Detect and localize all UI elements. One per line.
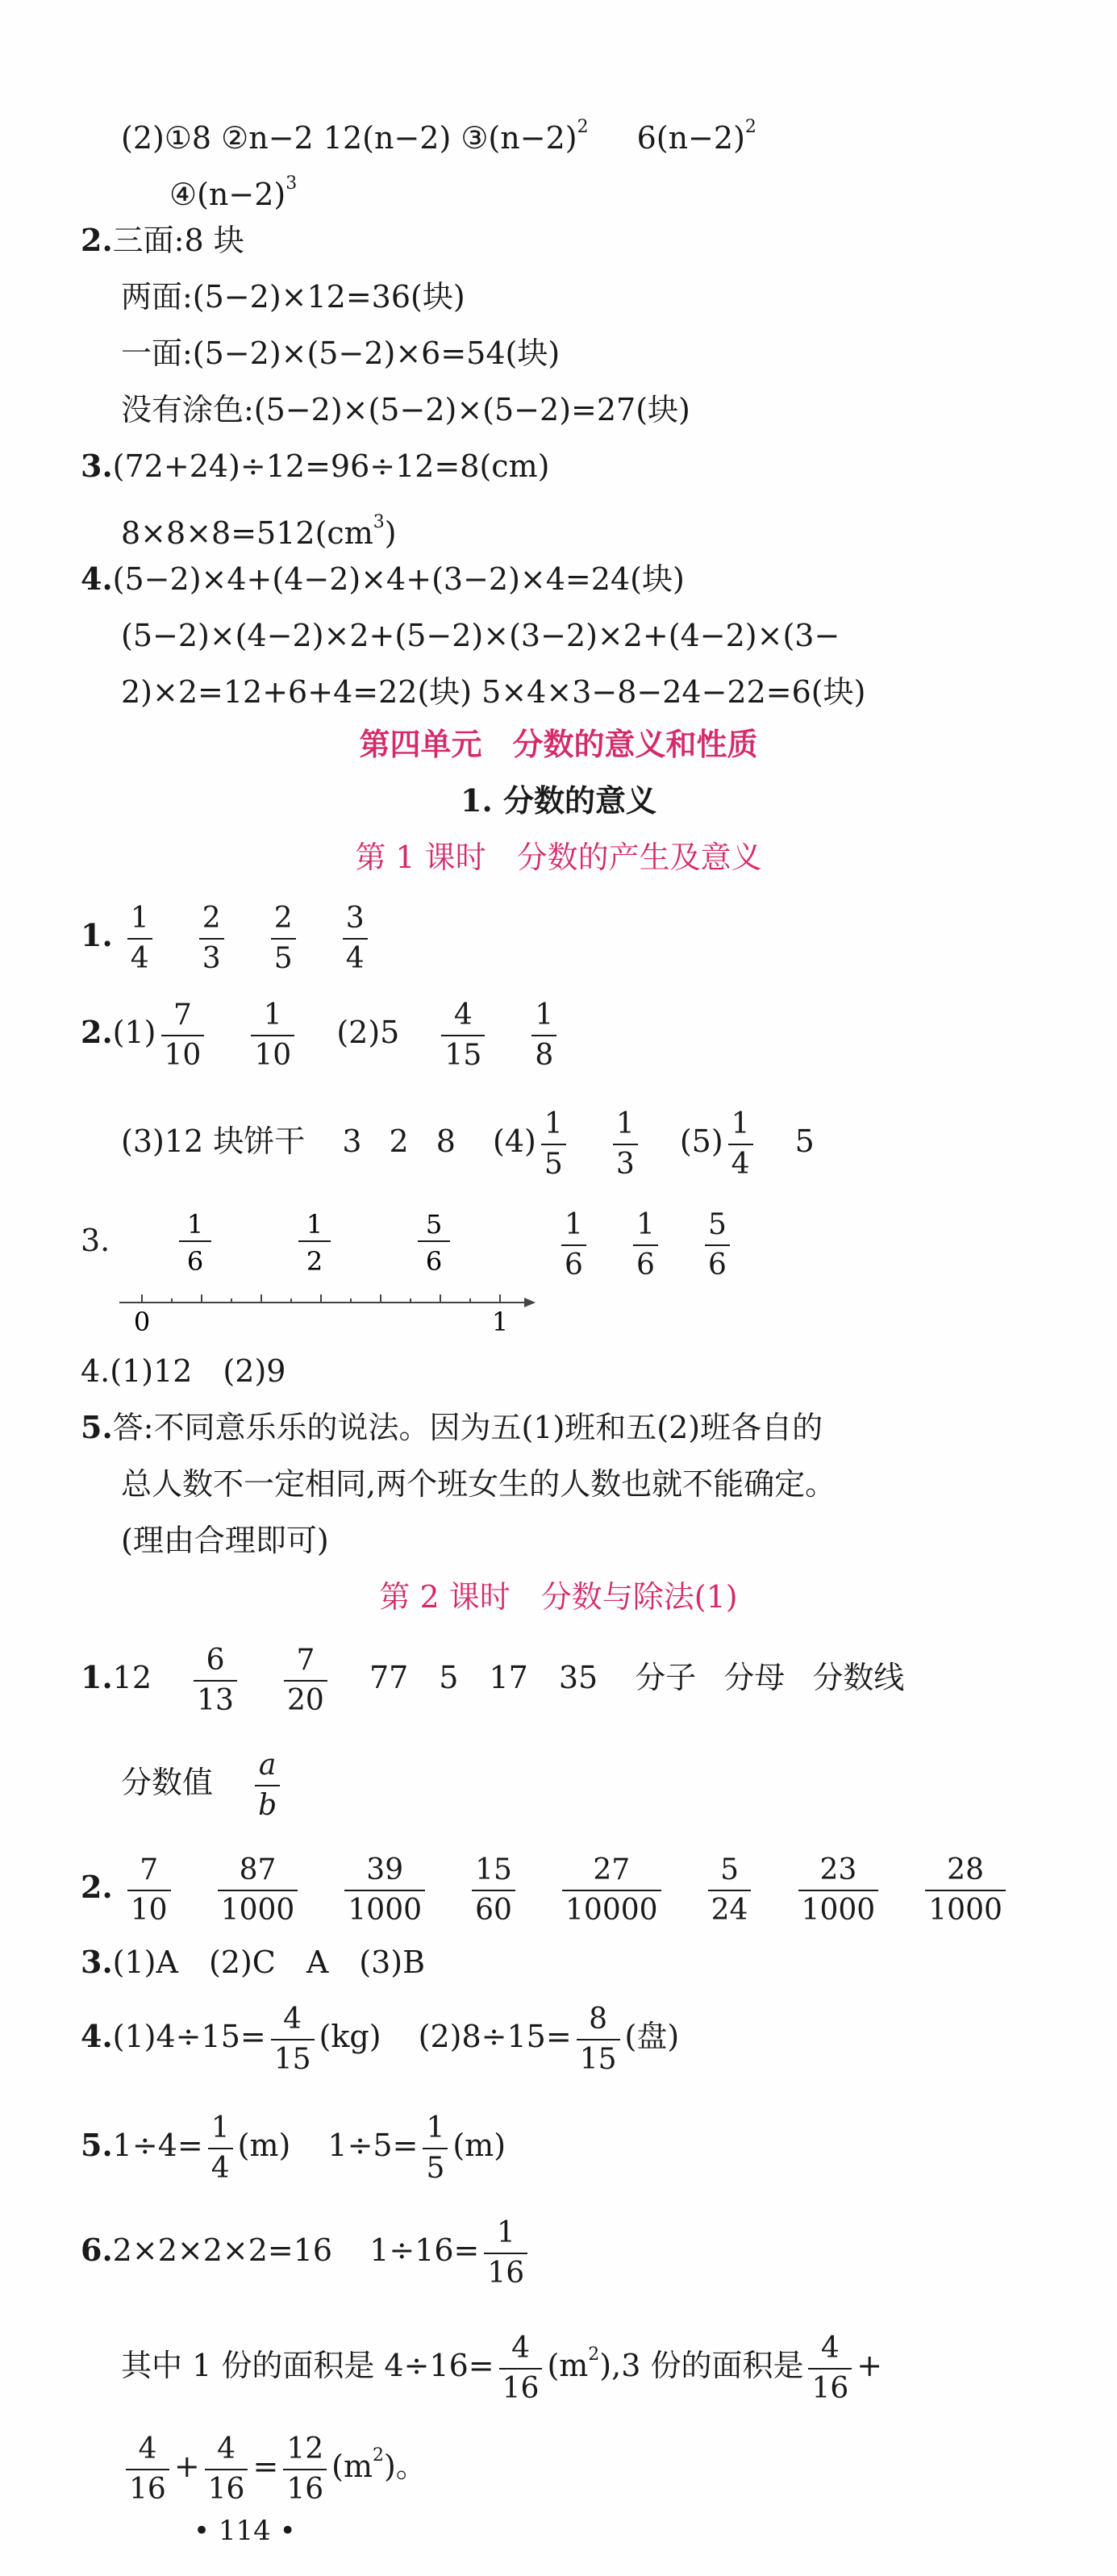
fraction: $\frac{1}{10}$ <box>251 999 294 1072</box>
fraction: $\frac{12}{16}$ <box>283 2433 327 2506</box>
fraction: $\frac{1}{4}$ <box>728 1108 753 1181</box>
fraction-label <box>418 1209 450 1277</box>
fraction: $\frac{6}{13}$ <box>194 1644 237 1717</box>
fraction: $\frac{5}{24}$ <box>708 1854 752 1927</box>
svg-text:6: 6 <box>186 1246 204 1277</box>
answer-line: $8\times 8\times 8=512(cm^3)$ <box>121 512 397 551</box>
answer-line: 4.(1)12 (2)9 <box>81 1353 286 1389</box>
fraction: $\frac{4}{15}$ <box>441 999 485 1072</box>
svg-text:0: 0 <box>133 1307 151 1337</box>
answer-line: 2.(1) $\frac{7}{10}$ $\frac{1}{10}$ (2)5 $\frac{4}{15}$ $\frac{1}{8}$ <box>81 992 561 1073</box>
fraction: $\frac{39}{1000}$ <box>344 1854 425 1927</box>
fraction-label <box>298 1209 331 1277</box>
answer-line: 5.答:不同意乐乐的说法。因为五(1)班和五(2)班各自的 <box>81 1409 823 1445</box>
answer-line: 总人数不一定相同,两个班女生的人数也就不能确定。 <box>121 1466 836 1502</box>
fraction: $\frac{7}{10}$ <box>127 1854 171 1927</box>
answer-line: 一面:(5−2)×(5−2)×6=54(块) <box>121 336 561 371</box>
number-line <box>113 1206 548 1343</box>
fraction: $\frac{27}{10000}$ <box>562 1854 661 1927</box>
unit-heading: 第四单元 分数的意义和性质 <box>359 726 758 762</box>
answer-line: $\frac{4}{16}$ + $\frac{4}{16}$ = $\frac{12}{16}$ $(m^2)$。 <box>121 2416 427 2507</box>
answer-line: 4.(1)4÷15= $\frac{4}{15}$ (kg) (2)8÷15= $\frac{8}{15}$ (盘) <box>81 2002 680 2076</box>
fraction: $\frac{28}{1000}$ <box>925 1854 1006 1927</box>
svg-text:1: 1 <box>306 1209 323 1240</box>
fraction: $\frac{5}{6}$ <box>705 1209 730 1282</box>
answer-line: 1.12 $\frac{6}{13}$ $\frac{7}{20}$ 77 5 17 35 分子 分母 分数线 <box>81 1643 905 1717</box>
fraction: $\frac{1}{5}$ <box>423 2112 448 2185</box>
fraction: $\frac{4}{16}$ <box>499 2332 543 2405</box>
fraction: $\frac{15}{60}$ <box>472 1854 515 1927</box>
answer-line: 分数值 $\frac{a}{b}$ <box>121 1742 285 1823</box>
fraction: $\frac{4}{16}$ <box>205 2433 248 2506</box>
answer-line: $④(n-2)^3$ <box>169 173 298 212</box>
answer-line: 没有涂色:(5−2)×(5−2)×(5−2)=27(块) <box>121 392 690 427</box>
answer-line: (3)12 块饼干 3 2 8 (4) $\frac{1}{5}$ $\frac{1}{3}$ (5) $\frac{1}{4}$ 5 <box>121 1107 815 1181</box>
svg-text:2: 2 <box>306 1246 323 1277</box>
fraction: $\frac{23}{1000}$ <box>798 1854 879 1927</box>
svg-text:1: 1 <box>491 1307 509 1337</box>
fraction: $\frac{1}{3}$ <box>613 1108 638 1181</box>
fraction: $\frac{7}{10}$ <box>161 999 205 1072</box>
fraction: $\frac{4}{16}$ <box>808 2332 852 2405</box>
answer-line: 2. $\frac{7}{10}$ $\frac{87}{1000}$ $\frac{39}{1000}$ $\frac{15}{60}$ $\frac{27}{10000}$ $\frac{5}{24}$ $\frac{23}{1000}$ $\frac{28}{1000}$ <box>81 1847 1011 1928</box>
answer-line: 两面:(5−2)×12=36(块) <box>121 279 465 315</box>
svg-text:1: 1 <box>186 1209 204 1240</box>
fraction: $\frac{2}{5}$ <box>271 902 296 975</box>
answer-line <box>556 1202 735 1282</box>
fraction: $\frac{4}{15}$ <box>271 2003 315 2076</box>
answer-line: 5.1÷4= $\frac{1}{4}$ (m) 1÷5= $\frac{1}{5}$ (m) <box>81 2111 506 2185</box>
fraction: $\frac{2}{3}$ <box>199 902 224 975</box>
section-heading: 1. 分数的意义 <box>461 782 656 819</box>
fraction: $\frac{1}{5}$ <box>541 1108 566 1181</box>
answer-line: (2)①8 ②n−2 12(n−2) $③(n-2)^2$ $6(n-2)^2$ <box>121 117 756 156</box>
fraction: $\frac{1}{6}$ <box>633 1209 658 1282</box>
answer-line: 其中 1 份的面积是 4÷16= $\frac{4}{16}$ $(m^2),3$ 份的面积是 $\frac{4}{16}$ + <box>121 2331 883 2405</box>
fraction-label <box>179 1209 211 1277</box>
question-number: 3. <box>81 1223 110 1258</box>
lesson-heading: 第 2 课时 分数与除法(1) <box>379 1579 738 1615</box>
answer-line: 2.三面:8 块 <box>81 222 244 258</box>
fraction: $\frac{7}{20}$ <box>284 1644 327 1717</box>
lesson-heading: 第 1 课时 分数的产生及意义 <box>355 840 762 875</box>
fraction: $\frac{8}{15}$ <box>577 2003 620 2076</box>
fraction: $\frac{3}{4}$ <box>343 902 368 975</box>
fraction: $\frac{1}{4}$ <box>208 2112 233 2185</box>
fraction: $\frac{1}{4}$ <box>127 902 152 975</box>
fraction: $\frac{1}{6}$ <box>561 1209 586 1282</box>
page-number: • 114 • <box>194 2515 296 2547</box>
fraction: $\frac{a}{b}$ <box>255 1749 280 1822</box>
answer-line: 3.(72+24)÷12=96÷12=8(cm) <box>81 448 550 484</box>
fraction: $\frac{87}{1000}$ <box>218 1854 298 1927</box>
answer-line: 4.(5−2)×4+(4−2)×4+(3−2)×4=24(块) <box>81 561 685 597</box>
answer-line: 6.2×2×2×2=16 1÷16= $\frac{1}{16}$ <box>81 2210 532 2290</box>
answer-line: 3.(1)A (2)C A (3)B <box>81 1944 426 1980</box>
fraction: $\frac{1}{8}$ <box>531 999 556 1072</box>
svg-text:5: 5 <box>425 1209 443 1240</box>
fraction: $\frac{1}{16}$ <box>484 2217 527 2290</box>
answer-line: (5−2)×(4−2)×2+(5−2)×(3−2)×2+(4−2)×(3− <box>121 618 840 653</box>
fraction: $\frac{4}{16}$ <box>126 2433 169 2506</box>
answer-line: 2)×2=12+6+4=22(块) 5×4×3−8−24−22=6(块) <box>121 674 866 710</box>
answer-line: (理由合理即可) <box>121 1523 329 1558</box>
answer-line: 1. $\frac{1}{4}$ $\frac{2}{3}$ $\frac{2}{5}$ $\frac{3}{4}$ <box>81 895 373 976</box>
svg-text:6: 6 <box>425 1246 443 1277</box>
